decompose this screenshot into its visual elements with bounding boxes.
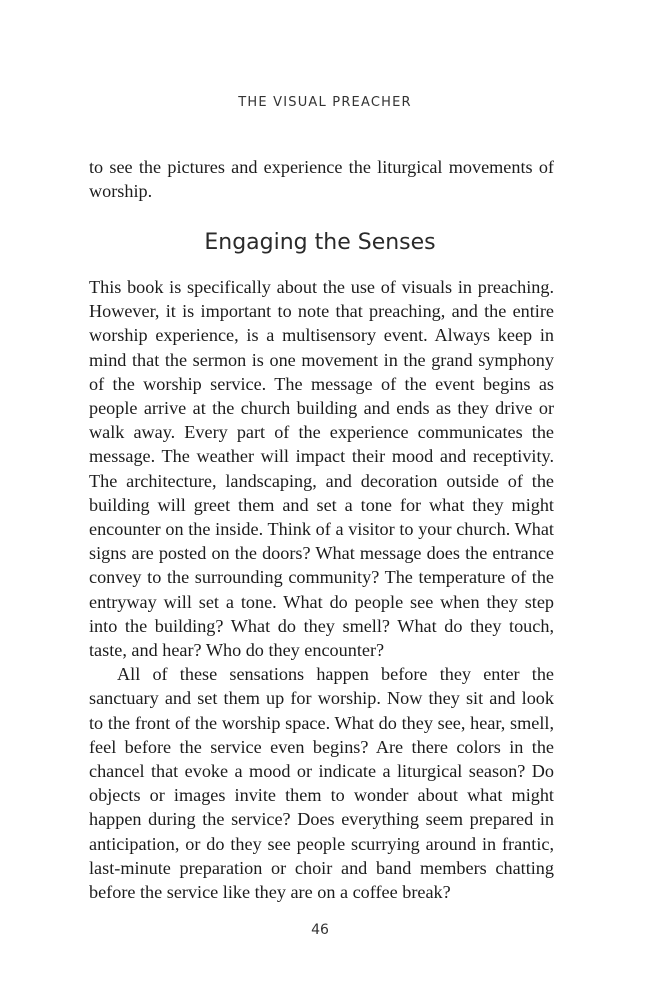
section-heading: Engaging the Senses	[204, 230, 436, 255]
page-number: 46	[311, 922, 329, 938]
body-paragraph-1: This book is specifically about the use of visuals in preaching. However, it is important to note that preaching, and the entire worship experience, is a multisensory event. Always keep in mind that the sermon is one movement in the grand symphony of the worship service. The message of the event begins as people arrive at the church building and ends as they drive or walk away. Every part of the experience communicates the message. The weather will impact their mood and receptivity. The architecture, landscaping, and decoration outside of the building will greet them and set a tone for what they might encounter on the inside. Think of a visitor to your church. What signs are posted on the doors? What message does the entrance convey to the surrounding community? The temperature of the entryway will set a tone. What do people see when they step into the building? What do they smell? What do they touch, taste, and hear? Who do they encounter?	[89, 277, 554, 661]
body-paragraph-2: All of these sensations happen before they enter the sanctuary and set them up for worship. Now they sit and look to the front of the worship space. What do they see, hear, smell, feel before the service even begins? Are there colors in the chancel that evoke a mood or indicate a liturgical season? Do objects or images invite them to wonder about what might happen during the service? Does everything seem prepared in anticipation, or do they see people scurrying around in frantic, last-minute preparation or choir and band members chatting before the service like they are on a coffee break?	[89, 664, 554, 903]
running-head: THE VISUAL PREACHER	[238, 95, 412, 110]
body-text	[89, 275, 554, 904]
intro-text: to see the pictures and experience the liturgical movements of worship.	[89, 157, 554, 202]
intro-paragraph	[89, 155, 554, 203]
